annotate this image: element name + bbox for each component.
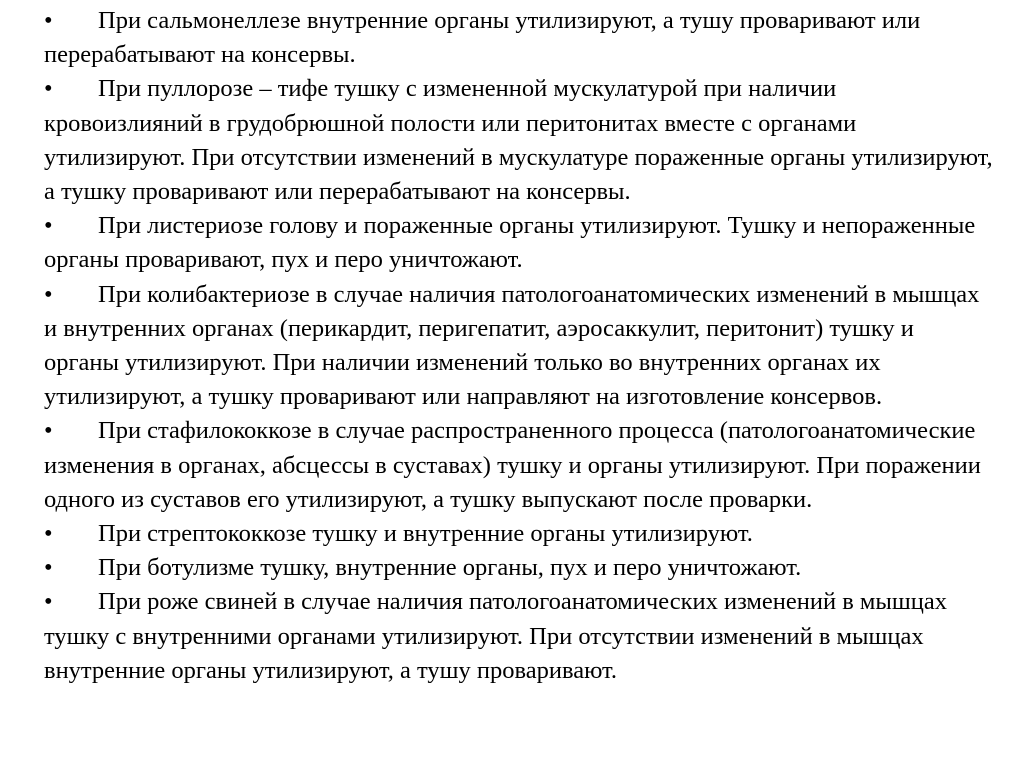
list-item [44, 4, 994, 72]
bullet-icon: • [44, 417, 53, 445]
list-item-text: При листериозе голову и пораженные органы утилизируют. Тушку и непораженные органы проваривают, пух и перо уничтожают. [44, 212, 976, 274]
list-item-text: При роже свиней в случае наличия патологоанатомических изменений в мышцах тушку с внутренними органами утилизируют. При отсутствии изменений в мышцах внутренние органы утилизируют, а тушу проваривают. [44, 588, 947, 684]
list-item [44, 278, 994, 415]
bullet-icon: • [44, 554, 53, 582]
list-item-text: При стрептококкозе тушку и внутренние органы утилизируют. [98, 520, 753, 548]
list-item [44, 585, 994, 688]
list-item [44, 517, 994, 551]
bullet-icon: • [44, 520, 53, 548]
bullet-icon: • [44, 280, 53, 308]
list-item [44, 209, 994, 277]
list-item-text: При колибактериозе в случае наличия патологоанатомических изменений в мышцах и внутренних органах (перикардит, перигепатит, аэросаккулит, перитонит) тушку и органы утилизируют. При наличии изменений только во внутренних органах их утилизируют, а тушку проваривают или направляют на изготовление консервов. [44, 280, 980, 411]
bullet-list [44, 4, 994, 688]
list-item [44, 414, 994, 517]
bullet-icon: • [44, 75, 53, 103]
bullet-icon: • [44, 212, 53, 240]
list-item-text: При пуллорозе – тифе тушку с измененной мускулатурой при наличии кровоизлияний в грудобрюшной полости или перитонитах вместе с органами утилизируют. При отсутствии изменений в мускулатуре пораженные органы утилизируют, а тушку проваривают или перерабатывают на консервы. [44, 75, 993, 206]
bullet-icon: • [44, 588, 53, 616]
bullet-icon: • [44, 7, 53, 34]
list-item-text: При стафилококкозе в случае распространенного процесса (патологоанатомические изменения в органах, абсцессы в суставах) тушку и органы утилизируют. При поражении одного из суставов его утилизируют, а тушку выпускают после проварки. [44, 417, 981, 513]
list-item [44, 551, 994, 585]
list-item-text: При сальмонеллезе внутренние органы утилизируют, а тушу проваривают или перерабатывают на консервы. [44, 7, 921, 69]
list-item [44, 72, 994, 209]
list-item-text: При ботулизме тушку, внутренние органы, пух и перо уничтожают. [98, 554, 802, 582]
